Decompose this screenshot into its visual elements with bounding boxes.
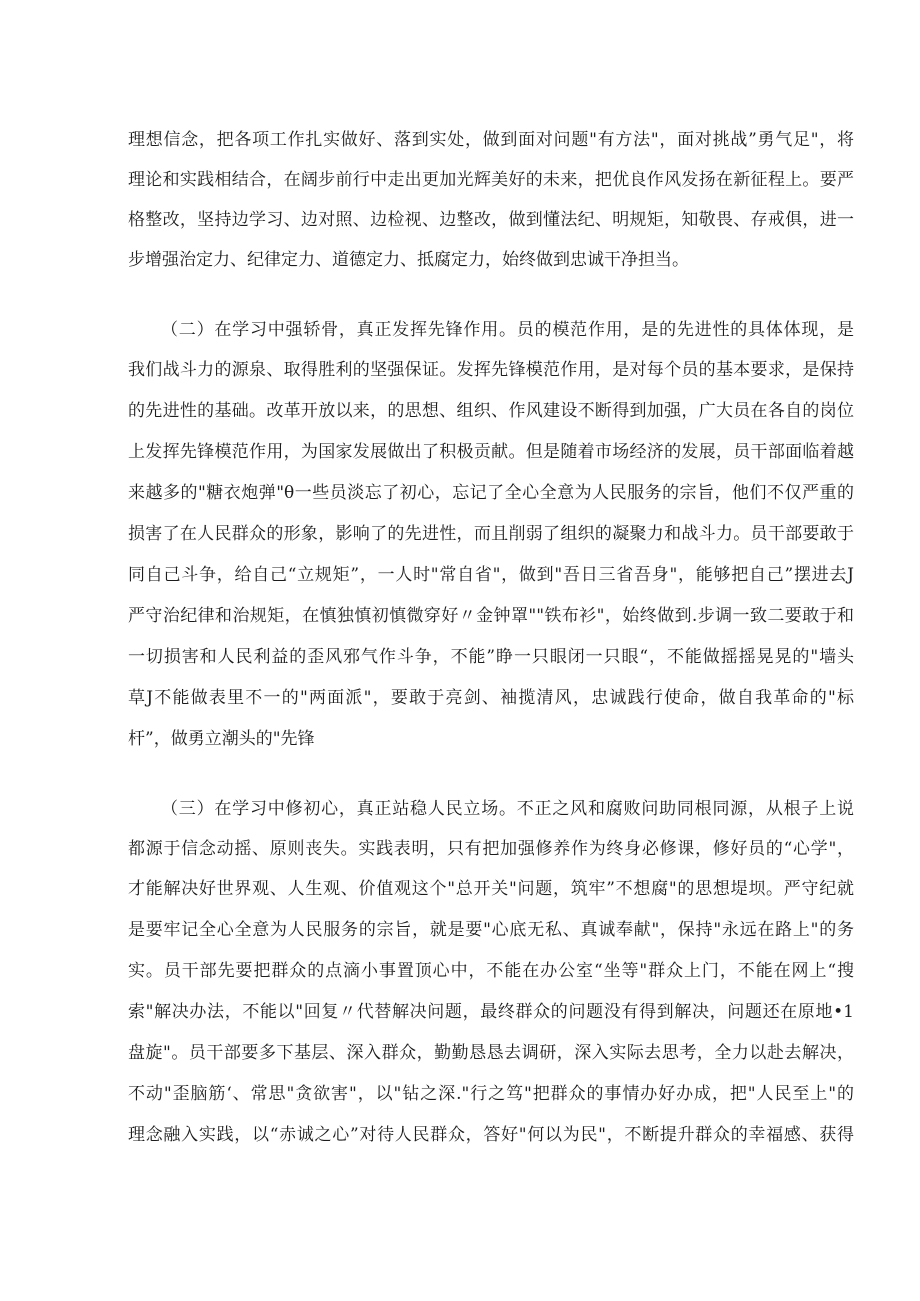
paragraph-2-line-7: 同自己斗争，给自己“立规矩”，一人时"常自省"，做到"吾日三省吾身"，能够把自己”摆进去J (128, 565, 854, 585)
paragraph-3-line-1: （三）在学习中修初心，真正站稳人民立场。不正之风和腐败问助同根同源，从根子上说 (161, 799, 854, 819)
paragraph-2-line-1: （二）在学习中强轿骨，真正发挥先锋作用。员的模范作用，是的先进性的具体体现，是 (161, 320, 854, 340)
paragraph-3-line-2: 都源于信念动摇、原则丧失。实践表明，只有把加强修养作为终身必修课，修好员的“心学"， (128, 839, 854, 859)
paragraph-3-line-6: 索"解决办法，不能以"回复〃代替解决问题，最终群众的问题没有得到解决，问题还在原地•1 (128, 1002, 854, 1022)
paragraph-1-line-4: 步增强治定力、纪律定力、道德定力、抵腐定力，始终做到忠诚干净担当。 (128, 250, 689, 270)
paragraph-2-line-2: 我们战斗力的源泉、取得胜利的坚强保证。发挥先锋模范作用，是对每个员的基本要求，是保持 (128, 360, 854, 380)
paragraph-2-line-4: 上发挥先锋模范作用，为国家发展做出了积极贡献。但是随着市场经济的发展，员干部面临着越 (128, 442, 854, 462)
paragraph-2-line-10: 草J不能做表里不一的"两面派"，要敢于亮剑、袖揽清风，忠诚践行使命，做自我革命的"标 (128, 688, 854, 708)
paragraph-2-line-9: 一切损害和人民利益的歪风邪气作斗争，不能”睁一只眼闭一只眼“，不能做摇摇晃晃的"墙头 (128, 647, 854, 667)
paragraph-1-line-2: 理论和实践相结合，在阔步前行中走出更加光辉美好的未来，把优良作风发扬在新征程上。要严 (128, 170, 854, 190)
paragraph-3-line-3: 才能解决好世界观、人生观、价值观这个"总开关"问题，筑牢”不想腐"的思想堤坝。严守纪就 (128, 879, 854, 899)
paragraph-1-line-3: 格整改，坚持边学习、边对照、边检视、边整改，做到懂法纪、明规矩，知敬畏、存戒俱，进一 (128, 210, 854, 230)
paragraph-2-line-6: 损害了在人民群众的形象，影响了的先进性，而且削弱了组织的凝聚力和战斗力。员干部要敢于 (128, 524, 854, 544)
paragraph-2-line-5: 来越多的"糖衣炮弹"θ一些员淡忘了初心，忘记了全心全意为人民服务的宗旨，他们不仅严重的 (128, 483, 854, 503)
paragraph-3-line-9: 理念融入实践，以“赤诚之心”对待人民群众，答好"何以为民"，不断提升群众的幸福感、获得 (128, 1125, 854, 1145)
paragraph-3-line-8: 不动"歪脑筋‘、常思"贪欲害"，以"钻之深."行之笃"把群众的事情办好办成，把"人民至上"的 (128, 1084, 854, 1104)
paragraph-2-line-11: 杆”，做勇立潮头的"先锋 (128, 729, 315, 749)
paragraph-3-line-5: 实。员干部先要把群众的点滴小事置顶心中，不能在办公室“坐等"群众上门，不能在网上“搜 (128, 961, 854, 981)
paragraph-2-line-3: 的先进性的基础。改革开放以来，的思想、组织、作风建设不断得到加强，广大员在各自的岗位 (128, 401, 854, 421)
paragraph-1-line-1: 理想信念，把各项工作扎实做好、落到实处，做到面对问题"有方法"，面对挑战”勇气足"，将 (128, 130, 854, 150)
paragraph-3-line-7: 盘旋"。员干部要多下基层、深入群众，勤勤恳恳去调研，深入实际去思考，全力以赴去解决， (128, 1043, 854, 1063)
paragraph-3-line-4: 是要牢记全心全意为人民服务的宗旨，就是要"心底无私、真诚奉献"，保持"永远在路上"的务 (128, 920, 854, 940)
paragraph-2-line-8: 严守治纪律和治规矩，在慎独慎初慎微穿好〃金钟罩""铁布衫"，始终做到.步调一致二要敢于和 (128, 606, 854, 626)
